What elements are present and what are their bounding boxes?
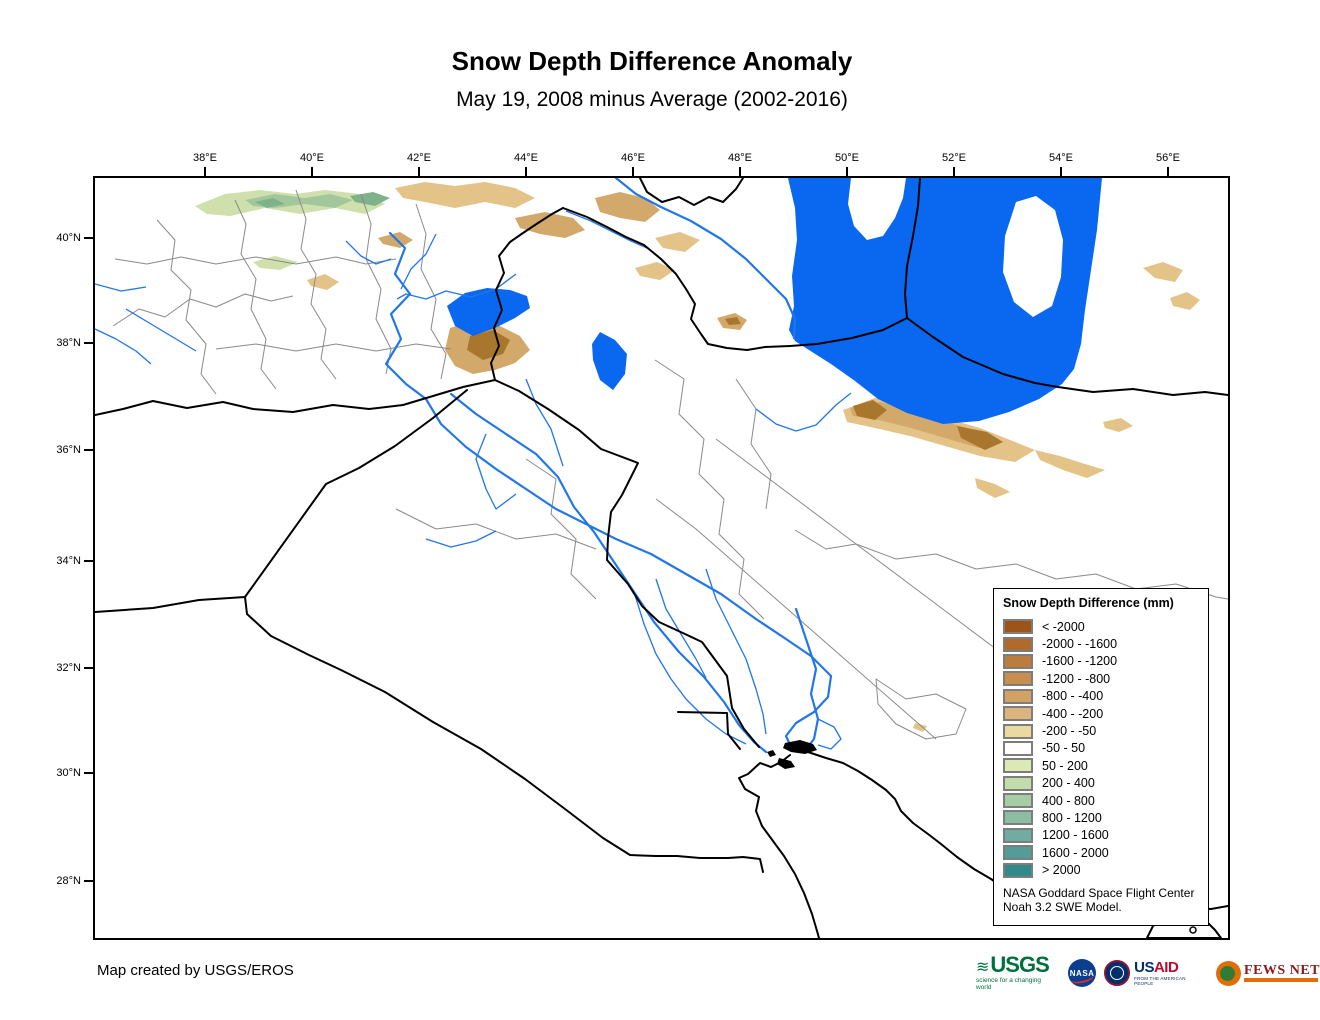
- logo-strip: [976, 953, 1320, 993]
- top-axis-tick: [311, 167, 313, 176]
- left-axis-tick: [84, 667, 93, 669]
- top-axis-tick: [525, 167, 527, 176]
- left-axis-tick: [84, 880, 93, 882]
- top-axis-label: 38°E: [193, 152, 217, 164]
- legend-color-chip: [1003, 810, 1033, 825]
- legend-row: [1003, 827, 1208, 844]
- top-axis-label: 40°E: [300, 152, 324, 164]
- left-axis-tick: [84, 449, 93, 451]
- top-axis-label: 46°E: [621, 152, 645, 164]
- top-axis-tick: [953, 167, 955, 176]
- left-axis-tick: [84, 772, 93, 774]
- river-karun: [796, 609, 818, 749]
- legend-color-chip: [1003, 689, 1033, 704]
- legend-color-chip: [1003, 706, 1033, 721]
- usgs-wave-icon: ≋: [976, 959, 990, 976]
- legend-class-label: -200 - -50: [1042, 724, 1097, 739]
- top-axis-label: 48°E: [728, 152, 752, 164]
- legend-color-chip: [1003, 619, 1033, 634]
- border-caucasus: [640, 178, 743, 205]
- usgs-logo: [976, 952, 1058, 991]
- left-axis-label: 28°N: [56, 875, 81, 887]
- legend-row: [1003, 775, 1208, 792]
- legend-color-chip: [1003, 654, 1033, 669]
- legend-class-label: 400 - 800: [1042, 793, 1095, 808]
- legend-class-label: 50 - 200: [1042, 758, 1088, 773]
- legend-row: [1003, 688, 1208, 705]
- top-axis-tick: [204, 167, 206, 176]
- usaid-seal-icon: [1104, 960, 1130, 986]
- admin-boundary: [736, 379, 771, 509]
- legend-color-chip: [1003, 741, 1033, 756]
- marsh-blob: [767, 750, 776, 757]
- legend-source: [1003, 886, 1208, 914]
- top-axis-tick: [846, 167, 848, 176]
- legend: [993, 588, 1209, 926]
- top-axis-tick: [1167, 167, 1169, 176]
- legend-class-label: 200 - 400: [1042, 776, 1095, 791]
- map-credit: Map created by USGS/EROS: [97, 962, 294, 979]
- river-zab: [526, 379, 563, 466]
- legend-row: [1003, 705, 1208, 722]
- fewsnet-globe-icon: [1216, 961, 1241, 986]
- left-axis-label: 34°N: [56, 555, 81, 567]
- legend-row: [1003, 722, 1208, 739]
- legend-color-chip: [1003, 828, 1033, 843]
- top-axis-tick: [1060, 167, 1062, 176]
- top-axis-label: 42°E: [407, 152, 431, 164]
- legend-color-chip: [1003, 863, 1033, 878]
- left-axis-label: 38°N: [56, 337, 81, 349]
- border-iraq-kuwait: [678, 712, 740, 749]
- border-iran-azerbaijan: [563, 208, 790, 350]
- legend-color-chip: [1003, 671, 1033, 686]
- legend-class-label: 1200 - 1600: [1042, 828, 1109, 843]
- legend-row: [1003, 653, 1208, 670]
- terrain-tan-patch: [655, 232, 700, 252]
- admin-boundary: [113, 294, 293, 326]
- terrain-tan-patch: [307, 274, 339, 290]
- legend-color-chip: [1003, 793, 1033, 808]
- top-axis-label: 56°E: [1156, 152, 1180, 164]
- nasa-wordmark: NASA: [1069, 968, 1095, 978]
- river-diyala: [656, 579, 706, 678]
- legend-rows: [1003, 618, 1208, 879]
- island-dot: [1190, 927, 1196, 933]
- legend-class-label: -800 - -400: [1042, 689, 1104, 704]
- left-axis-tick: [84, 342, 93, 344]
- left-axis-label: 32°N: [56, 662, 81, 674]
- admin-boundary: [361, 194, 391, 374]
- top-axis-label: 50°E: [835, 152, 859, 164]
- border-jordan: [95, 597, 245, 612]
- top-axis-label: 52°E: [942, 152, 966, 164]
- border-iraq-saudi: [247, 614, 763, 872]
- legend-class-label: -1200 - -800: [1042, 671, 1111, 686]
- terrain-tan-patch: [595, 192, 660, 222]
- border-syria-iraq: [245, 390, 467, 614]
- legend-row: [1003, 618, 1208, 635]
- river-tigris: [451, 394, 766, 752]
- terrain-tan-patch: [1170, 292, 1200, 310]
- left-axis-tick: [84, 237, 93, 239]
- usaid-tagline: FROM THE AMERICAN PEOPLE: [1134, 975, 1186, 986]
- legend-class-label: -1600 - -1200: [1042, 654, 1118, 669]
- river-karkheh: [706, 569, 766, 734]
- legend-class-label: 1600 - 2000: [1042, 845, 1109, 860]
- legend-class-label: > 2000: [1042, 863, 1081, 878]
- fewsnet-wordmark: FEWS NET: [1244, 963, 1320, 978]
- usaid-wordmark-us: US: [1134, 958, 1154, 976]
- legend-row: [1003, 740, 1208, 757]
- legend-row: [1003, 635, 1208, 652]
- legend-class-label: -2000 - -1600: [1042, 637, 1118, 652]
- admin-boundary: [526, 459, 596, 599]
- river-small-west: [95, 284, 146, 291]
- admin-boundary: [235, 200, 276, 389]
- map-subtitle: May 19, 2008 minus Average (2002-2016): [456, 88, 848, 111]
- terrain-tan-patch: [635, 262, 675, 280]
- terrain-tan-patch: [1103, 418, 1133, 432]
- left-axis-label: 40°N: [56, 232, 81, 244]
- top-axis-tick: [739, 167, 741, 176]
- usaid-logo: [1104, 960, 1206, 986]
- usaid-wordmark-aid: AID: [1153, 958, 1179, 976]
- left-axis-label: 36°N: [56, 444, 81, 456]
- left-axis-tick: [84, 560, 93, 562]
- top-axis-label: 44°E: [514, 152, 538, 164]
- terrain-tan-patch: [975, 478, 1010, 498]
- terrain-tan-patch: [1143, 262, 1183, 282]
- usgs-tagline: science for a changing world: [976, 977, 1042, 991]
- border-turkey-syria: [95, 380, 495, 415]
- legend-color-chip: [1003, 845, 1033, 860]
- legend-class-label: -50 - 50: [1042, 741, 1086, 756]
- admin-boundary: [416, 204, 446, 379]
- legend-row: [1003, 861, 1208, 878]
- legend-color-chip: [1003, 724, 1033, 739]
- top-axis-label: 54°E: [1049, 152, 1073, 164]
- legend-class-label: < -2000: [1042, 619, 1085, 634]
- river-wadi: [426, 531, 496, 547]
- marsh-blob: [777, 758, 795, 769]
- top-axis-tick: [418, 167, 420, 176]
- left-axis-label: 30°N: [56, 767, 81, 779]
- terrain-tan-patch: [1035, 450, 1105, 478]
- fewsnet-banner: [1244, 978, 1318, 982]
- legend-row: [1003, 792, 1208, 809]
- river-sefidrud: [756, 393, 851, 431]
- river-khabur: [476, 434, 516, 509]
- legend-class-label: -400 - -200: [1042, 706, 1104, 721]
- river-small-west: [95, 329, 151, 364]
- border-iraq-iran: [495, 380, 759, 747]
- legend-row: [1003, 844, 1208, 861]
- legend-row: [1003, 670, 1208, 687]
- top-axis-tick: [632, 167, 634, 176]
- legend-color-chip: [1003, 637, 1033, 652]
- legend-row: [1003, 757, 1208, 774]
- river-karun-loop: [818, 719, 841, 749]
- nasa-logo-icon: [1068, 959, 1096, 987]
- legend-color-chip: [1003, 758, 1033, 773]
- lake-urmia: [592, 332, 627, 390]
- usgs-wordmark: USGS: [990, 952, 1049, 977]
- legend-source-line1: NASA Goddard Space Flight Center: [1003, 885, 1195, 900]
- coast-arabian: [739, 755, 819, 938]
- legend-color-chip: [1003, 776, 1033, 791]
- legend-title: Snow Depth Difference (mm): [1003, 596, 1174, 610]
- map-title: Snow Depth Difference Anomaly: [451, 46, 853, 76]
- fewsnet-logo: [1216, 961, 1320, 986]
- legend-class-label: 800 - 1200: [1042, 810, 1102, 825]
- admin-boundary: [216, 344, 451, 351]
- legend-row: [1003, 809, 1208, 826]
- admin-boundary: [157, 220, 216, 394]
- admin-boundary: [656, 499, 936, 739]
- legend-source-line2: Noah 3.2 SWE Model.: [1003, 899, 1122, 914]
